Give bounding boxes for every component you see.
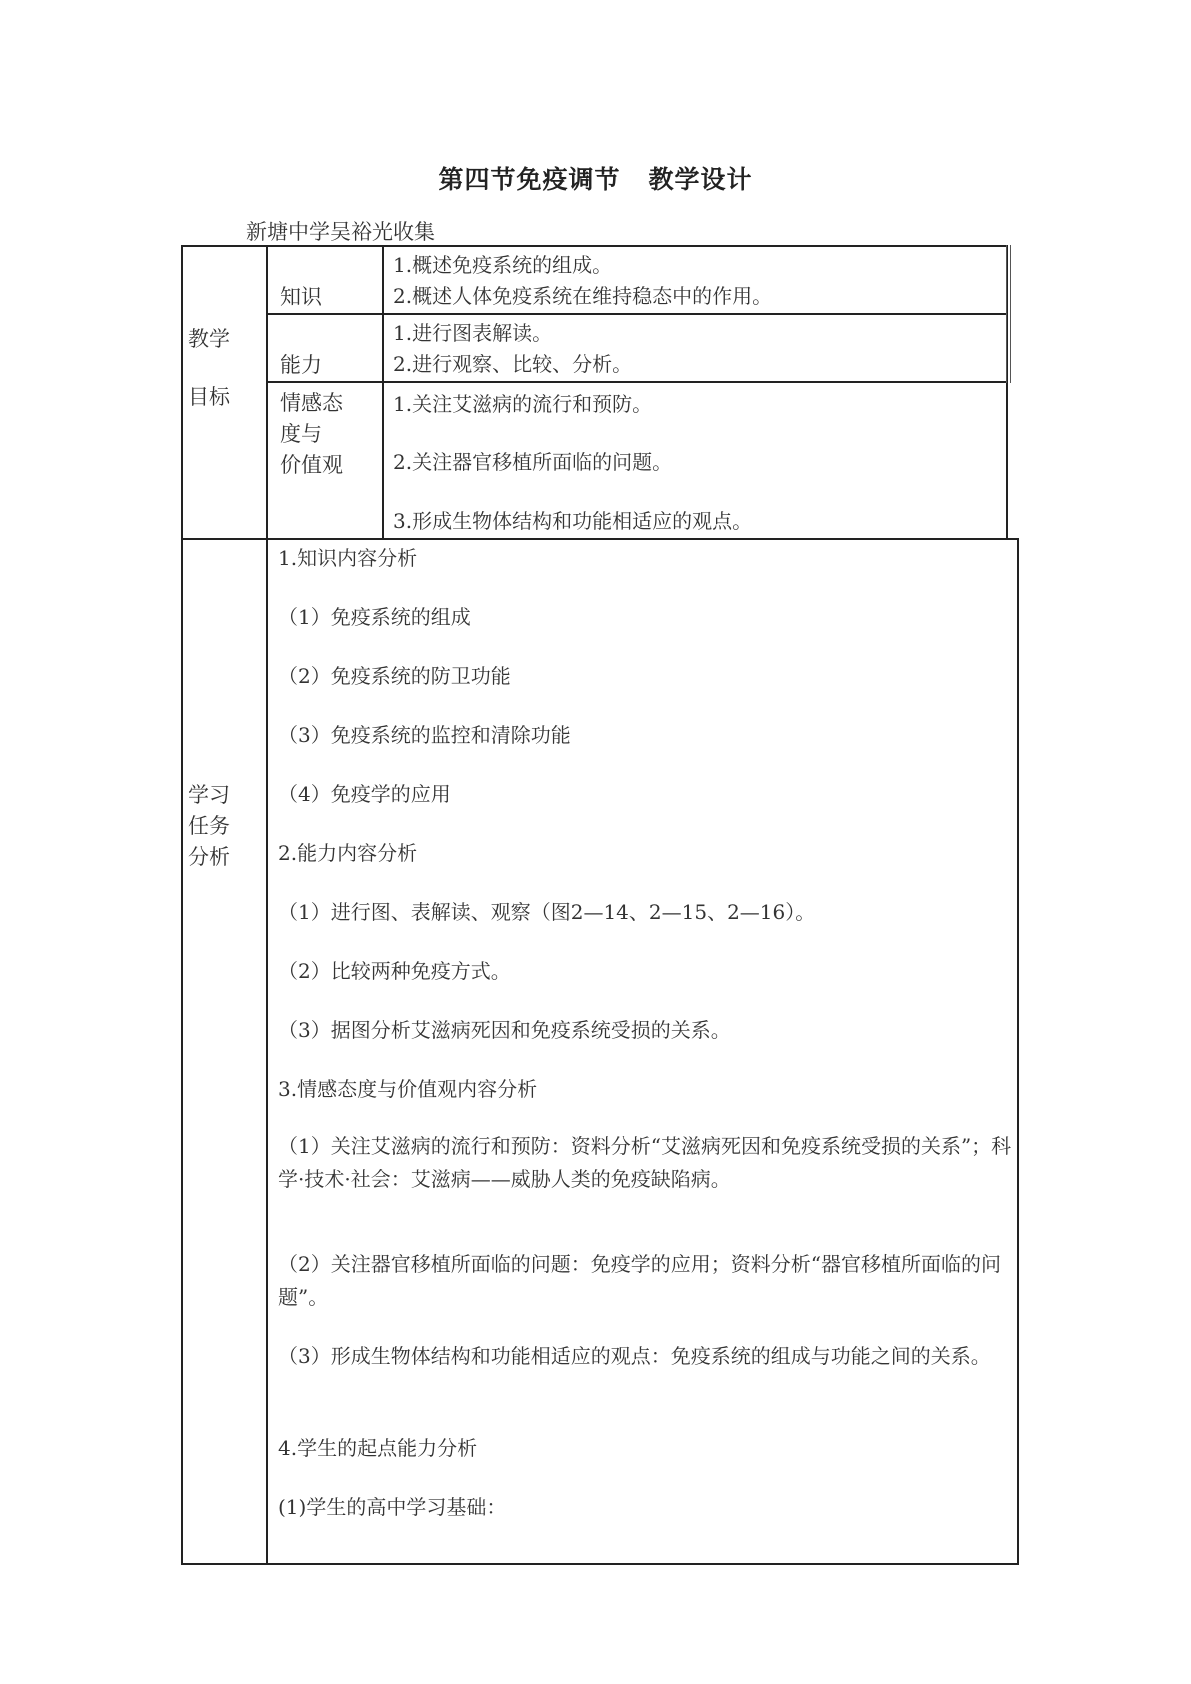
analysis-heading-emotion: 3.情感态度与价值观内容分析: [278, 1077, 538, 1101]
analysis-line: （1）进行图、表解读、观察（图2—14、2—15、2—16）。: [278, 900, 816, 924]
objectives-double-rule: [1006, 245, 1011, 383]
analysis-line: （3）据图分析艾滋病死因和免疫系统受损的关系。: [278, 1018, 731, 1042]
knowledge-item-1: 1.概述免疫系统的组成。: [393, 253, 613, 277]
knowledge-item-2: 2.概述人体免疫系统在维持稳态中的作用。: [393, 284, 773, 308]
emotion-item-2: 2.关注器官移植所面临的问题。: [393, 450, 673, 474]
analysis-line: （1）免疫系统的组成: [278, 605, 471, 629]
emotion-item-3: 3.形成生物体结构和功能相适应的观点。: [393, 509, 753, 533]
analysis-label-line-2: 任务: [188, 814, 230, 838]
analysis-label-line-3: 分析: [188, 845, 230, 869]
objectives-divider-2: [382, 245, 384, 540]
ability-item-1: 1.进行图表解读。: [393, 321, 553, 345]
objectives-label-line-1: 教学: [188, 327, 230, 351]
objectives-label-line-2: 目标: [188, 385, 230, 409]
ability-item-2: 2.进行观察、比较、分析。: [393, 352, 633, 376]
analysis-paragraph: （2）关注器官移植所面临的问题：免疫学的应用；资料分析“器官移植所面临的问题”。: [278, 1252, 1001, 1309]
analysis-line: （2）比较两种免疫方式。: [278, 959, 511, 983]
emotion-label-line-2: 度与: [280, 422, 322, 446]
title-main: 第四节免疫调节: [438, 165, 621, 194]
ability-label: 能力: [280, 353, 322, 377]
analysis-heading-students: 4.学生的起点能力分析: [278, 1436, 478, 1460]
emotion-label-line-3: 价值观: [280, 453, 343, 477]
analysis-line: （3）免疫系统的监控和清除功能: [278, 723, 571, 747]
analysis-paragraph: （3）形成生物体结构和功能相适应的观点：免疫系统的组成与功能之间的关系。: [278, 1344, 991, 1368]
objectives-row-divider-2: [266, 381, 1008, 383]
analysis-line: （4）免疫学的应用: [278, 782, 451, 806]
emotion-label-line-1: 情感态: [280, 391, 343, 415]
analysis-line: （2）免疫系统的防卫功能: [278, 664, 511, 688]
emotion-label: [280, 388, 343, 481]
knowledge-label: 知识: [280, 285, 322, 309]
analysis-label-line-1: 学习: [188, 783, 230, 807]
analysis-heading-ability: 2.能力内容分析: [278, 841, 418, 865]
analysis-line: (1)学生的高中学习基础：: [278, 1495, 507, 1519]
objectives-label: [188, 310, 230, 426]
analysis-label: [188, 780, 230, 873]
subtitle: 新塘中学吴裕光收集: [246, 220, 435, 244]
page-title: [0, 160, 1191, 196]
emotion-item-1: 1.关注艾滋病的流行和预防。: [393, 392, 653, 416]
objectives-divider-1: [266, 245, 268, 540]
analysis-paragraph: （1）关注艾滋病的流行和预防：资料分析“艾滋病死因和免疫系统受损的关系”；科学·技术·社会：艾滋病——威胁人类的免疫缺陷病。: [278, 1134, 1012, 1191]
analysis-heading-knowledge: 1.知识内容分析: [278, 546, 418, 570]
objectives-row-divider-1: [266, 313, 1008, 315]
analysis-divider: [266, 538, 268, 1565]
title-sub: 教学设计: [648, 165, 753, 194]
